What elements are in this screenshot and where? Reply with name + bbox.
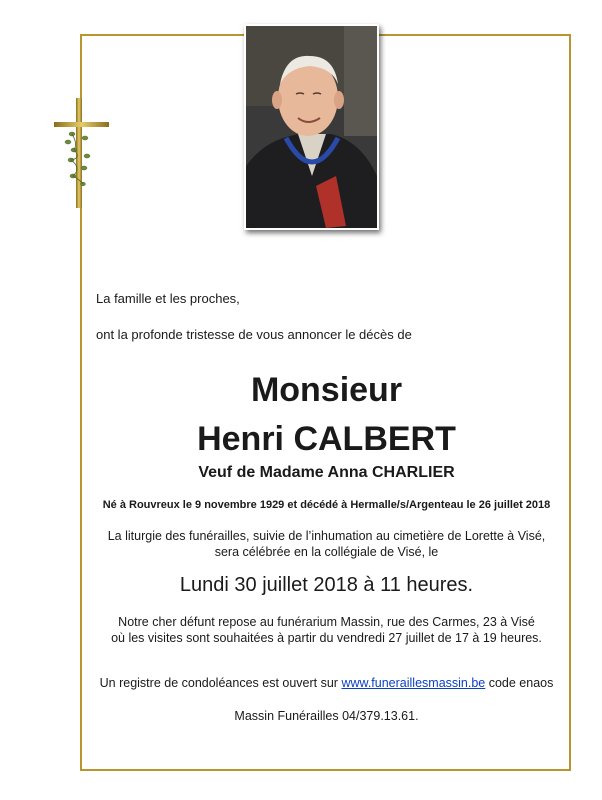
widow-line: Veuf de Madame Anna CHARLIER xyxy=(198,464,455,481)
cross-with-ivy-icon xyxy=(54,98,109,208)
ceremony-date: Lundi 30 juillet 2018 à 11 heures. xyxy=(179,574,474,596)
intro-line: La famille et les proches, xyxy=(96,291,240,306)
contact-line: Massin Funérailles 04/379.13.61. xyxy=(234,709,419,723)
register-suffix: code enaos xyxy=(485,676,554,690)
rest-line-2: où les visites sont souhaitées à partir du vendredi 27 juillet de 17 à 19 heures. xyxy=(111,631,542,645)
register-prefix: Un registre de condoléances est ouvert sur xyxy=(99,676,342,690)
liturgy-block xyxy=(81,528,572,560)
honorific-title: Monsieur xyxy=(250,371,403,409)
deceased-name: Henri CALBERT xyxy=(197,420,456,458)
portrait-illustration xyxy=(246,26,377,228)
announcement-line: ont la profonde tristesse de vous annoncer le décès de xyxy=(96,327,412,342)
rest-line-1: Notre cher défunt repose au funérarium Massin, rue des Carmes, 23 à Visé xyxy=(118,615,535,629)
condolence-register-line xyxy=(81,676,572,690)
visitation-block xyxy=(81,614,572,646)
funeral-website-link[interactable]: www.funeraillesmassin.be xyxy=(341,676,486,690)
portrait-photo xyxy=(244,24,379,230)
liturgy-line-2: sera célébrée en la collégiale de Visé, le xyxy=(214,545,439,559)
liturgy-line-1: La liturgie des funérailles, suivie de l’inhumation au cimetière de Lorette à Visé, xyxy=(107,529,546,543)
birth-death-line: Né à Rouvreux le 9 novembre 1929 et décédé à Hermalle/s/Argenteau le 26 juillet 2018 xyxy=(102,499,551,511)
